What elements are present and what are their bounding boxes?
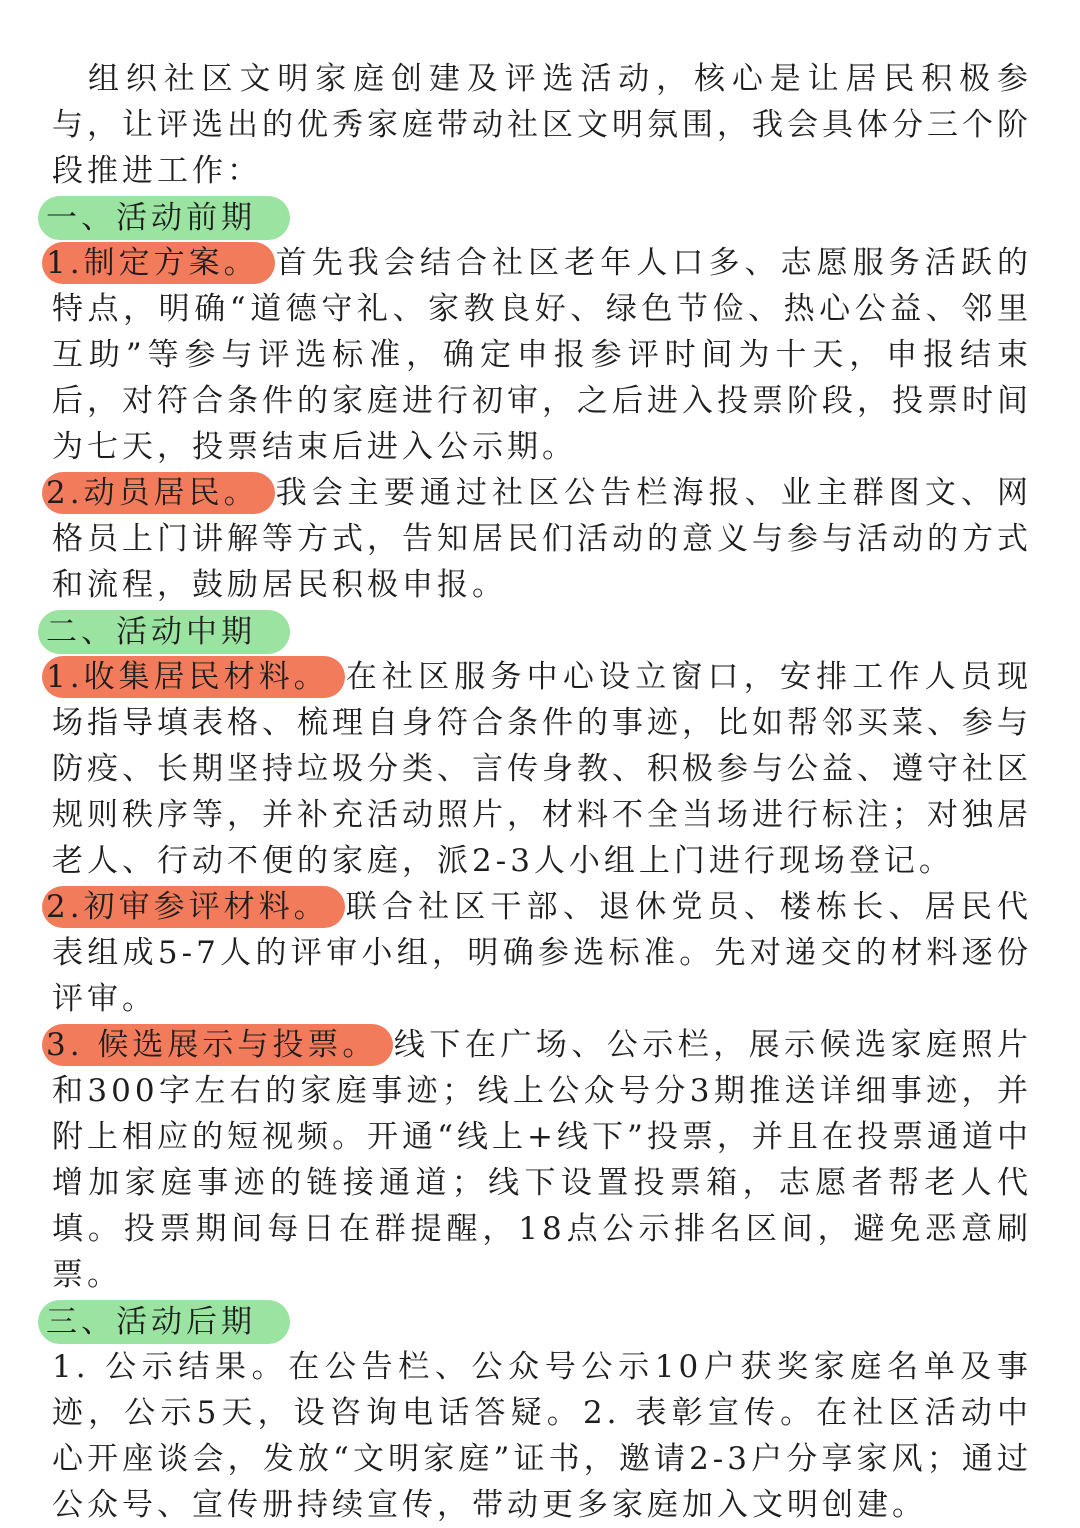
step-item-plan [46,240,1032,470]
section-heading-post: 三、活动后期 [38,1300,290,1344]
step-text-collect: 在社区服务中心设立窗口，安排工作人员现场指导填表格、梳理自身符合条件的事迹，比如帮邻买菜、参与防疫、长期坚持垃圾分类、言传身教、积极参与公益、遵守社区规则秩序等，并补充活动照片，材料不全当场进行标注；对独居老人、行动不便的家庭，派2-3人小组上门进行现场登记。 [52,659,1032,879]
step-item-vote [46,1022,1032,1298]
closing-paragraph: 1. 公示结果。在公告栏、公众号公示10户获奖家庭名单及事迹，公示5天，设咨询电话答疑。2. 表彰宣传。在社区活动中心开座谈会，发放“文明家庭”证书，邀请2-3户分享家风；通过公众号、宣传册持续宣传，带动更多家庭加入文明创建。 [52,1349,1032,1523]
document-body [46,56,1032,1528]
step-tag-review: 2.初审参评材料。 [42,886,345,928]
step-text-vote: 线下在广场、公示栏，展示候选家庭照片和300字左右的家庭事迹；线上公众号分3期推送详细事迹，并附上相应的短视频。开通“线上+线下”投票，并且在投票通道中增加家庭事迹的链接通道；线下设置投票箱，志愿者帮老人代填。投票期间每日在群提醒，18点公示排名区间，避免恶意刷票。 [52,1027,1032,1293]
step-tag-collect: 1.收集居民材料。 [42,656,345,698]
section-heading-pre: 一、活动前期 [38,196,290,240]
step-item-review [46,884,1032,1022]
section-2-row [46,608,1032,654]
section-3-row [46,1298,1032,1344]
step-text-mobilize: 我会主要通过社区公告栏海报、业主群图文、网格员上门讲解等方式，告知居民们活动的意义与参与活动的方式和流程，鼓励居民积极申报。 [52,475,1032,603]
section-1-row [46,194,1032,240]
section-heading-mid: 二、活动中期 [38,610,290,654]
step-tag-plan: 1.制定方案。 [42,242,275,284]
step-text-review: 联合社区干部、退休党员、楼栋长、居民代表组成5-7人的评审小组，明确参选标准。先对递交的材料逐份评审。 [52,889,1032,1017]
step-tag-vote: 3. 候选展示与投票。 [42,1024,393,1066]
step-tag-mobilize: 2.动员居民。 [42,472,275,514]
intro-paragraph: 组织社区文明家庭创建及评选活动，核心是让居民积极参与，让评选出的优秀家庭带动社区文明氛围，我会具体分三个阶段推进工作： [52,61,1032,189]
step-text-plan: 首先我会结合社区老年人口多、志愿服务活跃的特点，明确“道德守礼、家教良好、绿色节俭、热心公益、邻里互助”等参与评选标准，确定申报参评时间为十天，申报结束后，对符合条件的家庭进行初审，之后进入投票阶段，投票时间为七天，投票结束后进入公示期。 [52,245,1032,465]
step-item-collect [46,654,1032,884]
step-item-mobilize [46,470,1032,608]
